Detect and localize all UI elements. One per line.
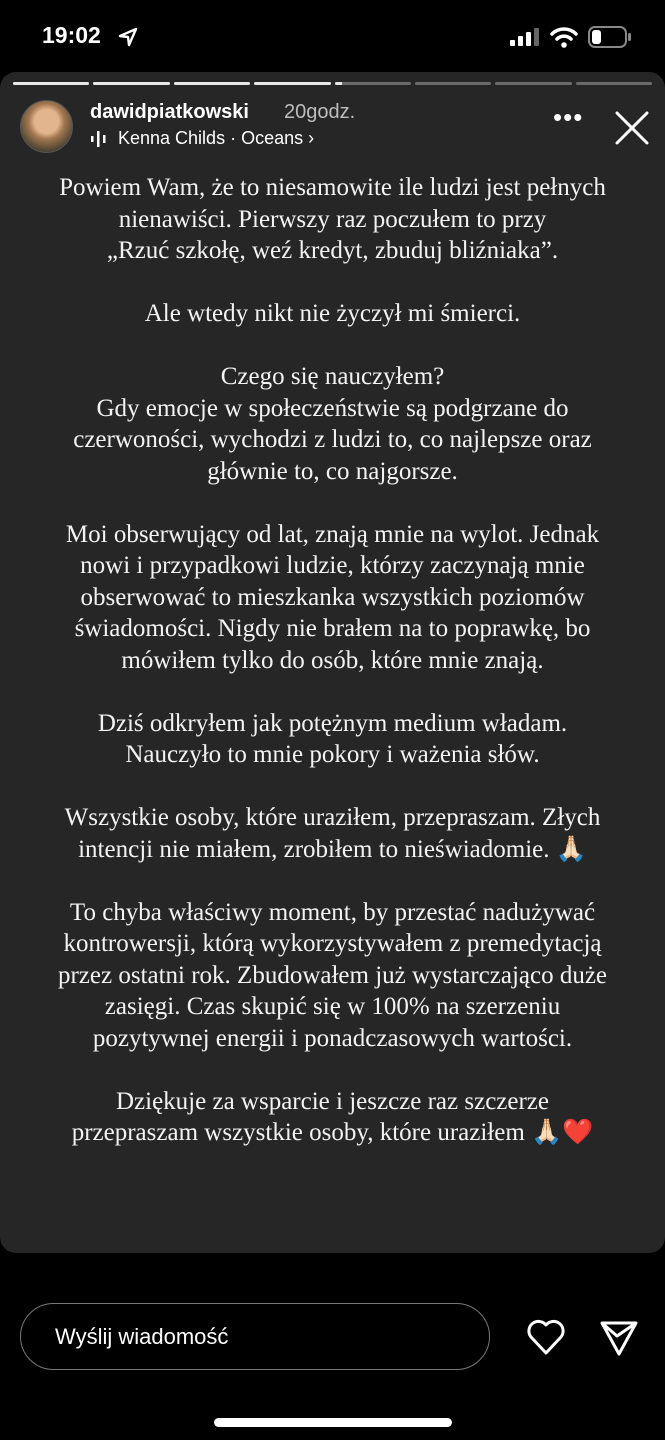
story-segment-fill	[174, 82, 250, 85]
text-line: przez ostatni rok. Zbudowałem już wystarczająco duże	[57, 961, 608, 989]
story-segment	[174, 82, 250, 85]
text-line: przepraszam wszystkie osoby, które uraziłem 🙏🏻❤️	[71, 1119, 594, 1146]
paragraph-gap	[0, 865, 665, 897]
music-link[interactable]	[90, 128, 314, 149]
more-options-icon[interactable]: •••	[553, 102, 584, 132]
location-arrow-icon	[118, 27, 138, 47]
story-segment-fill	[335, 82, 343, 85]
story-progress-bars	[13, 82, 652, 85]
story-segment-fill	[13, 82, 89, 85]
signal-icon	[510, 28, 540, 46]
message-input[interactable]	[20, 1303, 490, 1370]
text-line: pozytywnej energii i ponadczasowych wartości.	[92, 1024, 573, 1052]
story-segment	[254, 82, 330, 85]
text-line: Gdy emocje w społeczeństwie są podgrzane do	[96, 394, 569, 422]
text-line: intencji nie miałem, zrobiłem to nieświadomie. 🙏🏻	[78, 835, 587, 863]
post-time: 20godz.	[284, 101, 356, 123]
story-segment	[415, 82, 491, 85]
text-line: nowi i przypadkowi ludzie, którzy zaczynają mnie	[80, 552, 585, 579]
text-line: Moi obserwujący od lat, znają mnie na wylot. Jednak	[65, 520, 600, 548]
story-segment	[495, 82, 571, 85]
text-line: czerwoności, wychodzi z ludzi to, co najlepsze oraz	[73, 426, 592, 453]
send-icon[interactable]	[600, 1320, 638, 1356]
status-time: 19:02	[42, 22, 101, 48]
text-line: nienawiści. Pierwszy raz poczułem to przy	[118, 205, 547, 233]
text-line: Czego się nauczyłem?	[220, 363, 445, 390]
text-line: „Rzuć szkołę, weź kredyt, zbuduj bliźniaka”.	[106, 237, 559, 264]
story-segment	[93, 82, 169, 85]
story-segment-fill	[93, 82, 169, 85]
text-line: zasięgi. Czas skupić się w 100% na szerzeniu	[104, 993, 561, 1020]
music-title: Kenna Childs · Oceans ›	[118, 128, 315, 148]
text-line: Dziękuje za wsparcie i jeszcze raz szczerze	[115, 1087, 550, 1115]
text-line: mówiłem tylko do osób, które mnie znają.	[121, 646, 544, 674]
text-line: To chyba właściwy moment, by przestać nadużywać	[69, 898, 596, 926]
text-line: Nauczyło to mnie pokory i ważenia słów.	[125, 741, 540, 768]
paragraph-gap	[0, 267, 665, 299]
username[interactable]: dawidpiatkowski	[90, 101, 249, 123]
wifi-icon	[550, 26, 578, 48]
story-text	[0, 172, 665, 1149]
close-icon[interactable]	[614, 110, 650, 146]
story-card[interactable]	[0, 72, 665, 1253]
paragraph-gap	[0, 676, 665, 708]
story-segment-fill	[254, 82, 330, 85]
story-segment	[13, 82, 89, 85]
text-line: Powiem Wam, że to niesamowite ile ludzi jest pełnych	[59, 174, 606, 201]
text-line: Dziś odkryłem jak potężnym medium władam.	[97, 709, 568, 737]
avatar[interactable]	[20, 100, 73, 153]
text-line: Wszystkie osoby, które uraziłem, przepraszam. Złych	[64, 804, 601, 831]
story-segment	[335, 82, 411, 85]
text-line: kontrowersji, którą wykorzystywałem z premedytacją	[63, 930, 602, 957]
paragraph-gap	[0, 487, 665, 519]
message-placeholder: Wyślij wiadomość	[55, 1324, 229, 1349]
paragraph-gap	[0, 330, 665, 362]
text-line: świadomości. Nigdy nie brałem na to poprawkę, bo	[74, 615, 591, 642]
heart-icon[interactable]	[526, 1318, 566, 1356]
audio-wave-icon	[90, 131, 110, 147]
text-line: obserwować to mieszkanka wszystkich poziomów	[80, 583, 585, 611]
battery-icon	[588, 26, 632, 48]
paragraph-gap	[0, 1054, 665, 1086]
home-indicator	[214, 1418, 452, 1427]
status-bar	[0, 0, 665, 70]
story-segment	[576, 82, 652, 85]
paragraph-gap	[0, 771, 665, 803]
text-line: głównie to, co najgorsze.	[207, 457, 458, 485]
text-line: Ale wtedy nikt nie życzył mi śmierci.	[144, 300, 521, 327]
